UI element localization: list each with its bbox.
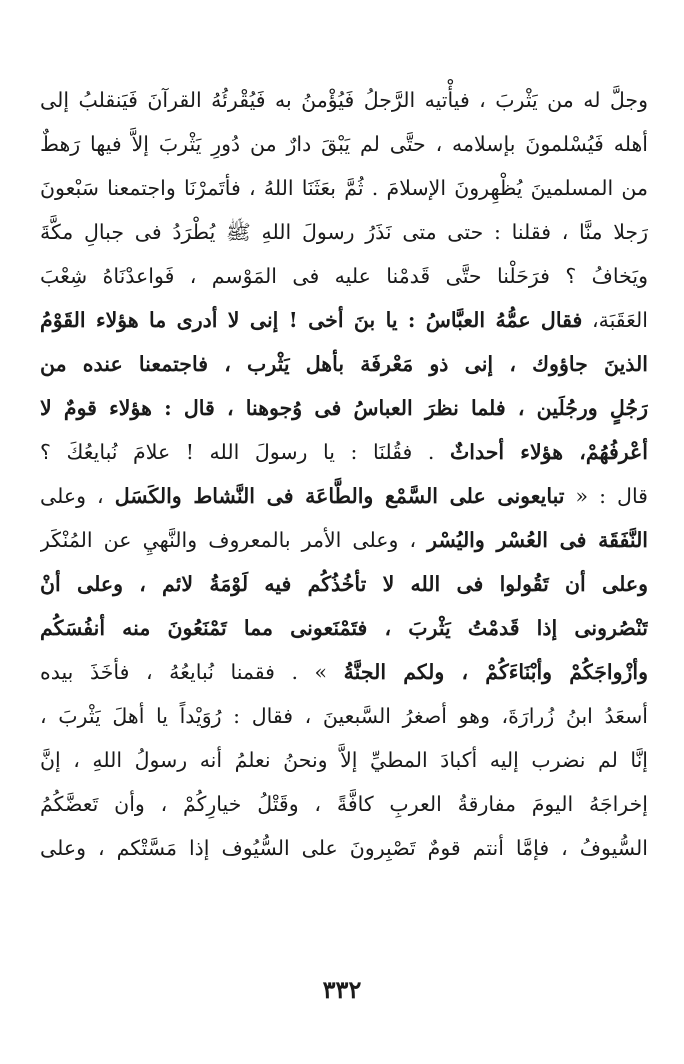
line-text: رَجلا منَّا ، فقلنا : حتى متى نَذَرُ رسولَ اللهِ ﷺ يُطْرَدُ فى جبالِ مكَّةَ bbox=[40, 220, 648, 244]
page-body bbox=[40, 78, 648, 870]
line-bold-text: وأزْواجَكُمْ وأبْنَاءَكُمْ ، ولكم الجنَّةُ bbox=[343, 660, 648, 684]
line-text: . فقُلنَا : يا رسولَ الله ! علامَ نُبايعُكَ ؟ bbox=[40, 440, 450, 464]
line-bold-text: فقال عمُّهُ العبَّاسُ : يا بنَ أخى ! إنى لا أدرى ما هؤلاء القَوْمُ bbox=[40, 308, 583, 332]
line-bold-text: الذينَ جاؤوك ، إنى ذو مَعْرفَة بأهل يَثْرب ، فاجتمعنا عنده من bbox=[40, 352, 648, 376]
line-bold-text: النَّفَقَة فى العُسْر واليُسْر bbox=[427, 528, 648, 552]
line-text: قال : « bbox=[564, 484, 648, 508]
text-line-18 bbox=[40, 826, 648, 870]
line-bold-text: رَجُلٍ ورجُلَين ، فلما نظرَ العباسُ فى وُجوهنا ، قال : هؤلاء قومٌ لا bbox=[40, 396, 648, 420]
line-text: العَقَبَة، bbox=[582, 308, 648, 332]
text-line-3 bbox=[40, 166, 648, 210]
line-text: أسعَدُ ابنُ زُرارَةَ، وهو أصغرُ السَّبعينَ ، فقال : رُوَيْداً يا أهلَ يَثْربَ ، bbox=[40, 704, 648, 728]
line-bold-text: تَنْصُرونى إذا قَدمْتُ يَثْربَ ، فتَمْنَعونى مما تَمْنَعُونَ منه أنفُسَكُم bbox=[40, 616, 648, 640]
line-text: إخراجَهُ اليومَ مفارقةُ العربِ كافَّةً ، وقَتْلُ خيارِكُمْ ، وأن تَعضَّكُمُ bbox=[40, 792, 648, 816]
text-line-5 bbox=[40, 254, 648, 298]
page-number: ٣٣٢ bbox=[322, 975, 362, 1004]
line-text: ويَخافُ ؟ فرَحَلْنا حتَّى قَدمْنا عليه فى المَوْسم ، فَواعدْنَاهُ شِعْبَ bbox=[40, 264, 648, 288]
text-line-11 bbox=[40, 518, 648, 562]
text-line-15 bbox=[40, 694, 648, 738]
text-line-9 bbox=[40, 430, 648, 474]
text-line-7 bbox=[40, 342, 648, 386]
line-text: ، وعلى الأمر بالمعروف والنَّهيِ عن المُنْكَر bbox=[40, 528, 428, 552]
text-line-1 bbox=[40, 78, 648, 122]
line-text: أهله فَيُسْلمونَ بإسلامه ، حتَّى لم يَبْقَ دارٌ من دُورِ يَثْربَ إلاَّ فيها رَهطٌ bbox=[40, 132, 648, 156]
text-line-13 bbox=[40, 606, 648, 650]
line-bold-text: تبايعونى على السَّمْع والطَّاعَة فى النَّشاط والكَسَل bbox=[114, 484, 565, 508]
line-text: وجلَّ له من يَثْربَ ، فيأْتيه الرَّجلُ فَيُؤْمنُ به فَيُقْرئُهُ القرآنَ فَيَنقلبُ إلى bbox=[40, 88, 648, 112]
line-text: من المسلمينَ يُظْهِرونَ الإسلامَ . ثُمَّ بعَثَنَا اللهُ ، فأتَمرْنَا واجتمعنا سَبْعونَ bbox=[40, 176, 648, 200]
text-line-14 bbox=[40, 650, 648, 694]
text-line-16 bbox=[40, 738, 648, 782]
line-text: ، وعلى bbox=[40, 484, 115, 508]
text-line-17 bbox=[40, 782, 648, 826]
line-text: » . فقمنا نُبايعُهُ ، فأخَذَ بيده bbox=[40, 660, 344, 684]
text-line-8 bbox=[40, 386, 648, 430]
line-bold-text: وعلى أن تَقُولوا فى الله لا تأخُذُكُم فيه لَوْمَةُ لائم ، وعلى أنْ bbox=[40, 572, 648, 596]
line-text: السُّيوفُ ، فإمَّا أنتم قومٌ تَصْبِرونَ على السُّيُوف إذا مَسَّتْكم ، وعلى bbox=[40, 836, 648, 860]
text-line-4 bbox=[40, 210, 648, 254]
line-text: إنَّا لم نضرب إليه أكبادَ المطيِّ إلاَّ ونحنُ نعلمُ أنه رسولُ اللهِ ، إنَّ bbox=[40, 748, 648, 772]
text-line-2 bbox=[40, 122, 648, 166]
text-line-10 bbox=[40, 474, 648, 518]
text-line-12 bbox=[40, 562, 648, 606]
text-line-6 bbox=[40, 298, 648, 342]
line-bold-text: أعْرفُهُمْ، هؤلاء أحداثٌ bbox=[450, 440, 648, 464]
